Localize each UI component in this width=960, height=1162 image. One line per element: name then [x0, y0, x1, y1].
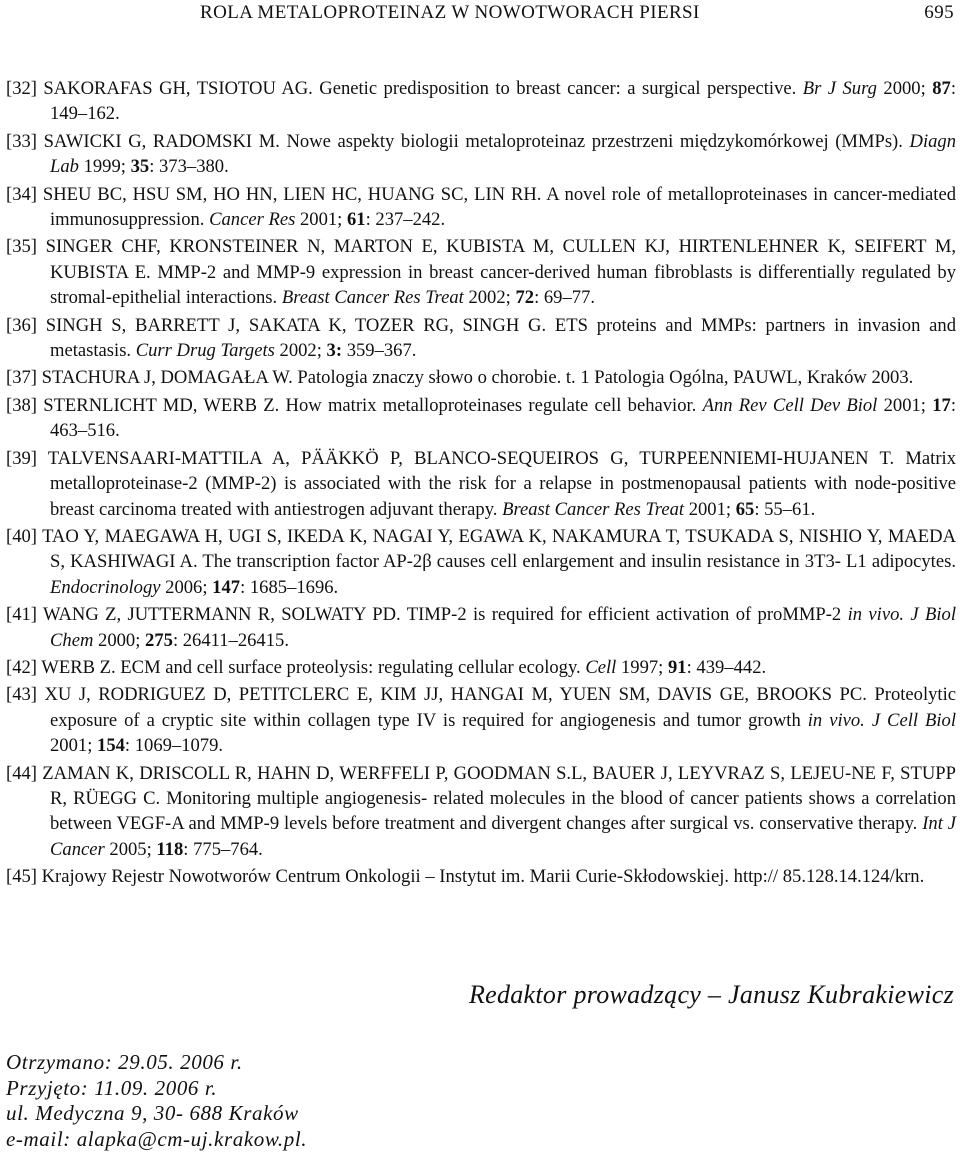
reference-italic-run: J Biol Chem: [50, 604, 956, 651]
reference-item: [6, 655, 956, 680]
reference-text: [41] WANG Z, JUTTERMANN R, SOLWATY PD. TIMP-2 is required for efficient activation of proMMP-2: [6, 604, 848, 626]
reference-text: 2006;: [160, 576, 213, 598]
reference-text: [35] SINGER CHF, KRONSTEINER N, MARTON E, KUBISTA M, CULLEN KJ, HIRTENLEHNER K, SEIFERT M, KUBISTA E. MMP-2 and MMP-9 expression in breast cancer-derived human fibroblasts is differentially regulated by stromal-epithelial interactions.: [6, 236, 956, 309]
reference-text: 2002;: [274, 340, 327, 362]
reference-text: [36] SINGH S, BARRETT J, SAKATA K, TOZER RG, SINGH G. ETS proteins and MMPs: partners in invasion and metastasis.: [6, 314, 956, 362]
reference-text: [45] Krajowy Rejestr Nowotworów Centrum Onkologii – Instytut im. Marii Curie-Skłodowskiej. http:// 85.128.14.124/krn.: [6, 866, 925, 888]
received-date: Otrzymano: 29.05. 2006 r.: [6, 1050, 243, 1074]
reference-text: 2000;: [93, 629, 146, 651]
reference-item: [6, 761, 956, 863]
reference-text: [37] STACHURA J, DOMAGAŁA W. Patologia znaczy słowo o chorobie. t. 1 Patologia Ogólna, PAUWL, Kraków 2003.: [6, 367, 914, 389]
reference-item: [6, 682, 956, 758]
reference-text: : 26411–26415.: [172, 629, 289, 651]
article-footer: [6, 1050, 307, 1152]
reference-text: : 1069–1079.: [124, 735, 224, 757]
reference-italic-run: Endocrinology: [50, 576, 161, 598]
running-header: [0, 0, 960, 28]
reference-text: [39] TALVENSAARI-MATTILA A, PÄÄKKÖ P, BLANCO-SEQUEIROS G, TURPEENNIEMI-HUJANEN T. Matrix metalloproteinase-2 (MMP-2) is associated with the risk for a relapse in postmenopausal patients with node-positive breast carcinoma treated with antiestrogen adjuvant therapy.: [6, 447, 956, 520]
reference-item: [6, 864, 956, 889]
reference-italic-run: in vivo.: [807, 709, 865, 731]
reference-item: [6, 446, 956, 522]
reference-text: : 69–77.: [534, 287, 596, 309]
editor-credit: Redaktor prowadzący – Janusz Kubrakiewicz: [468, 980, 954, 1009]
reference-volume: 35: [130, 156, 150, 178]
reference-item: [6, 313, 956, 364]
email-address: e-mail: alapka@cm-uj.krakow.pl.: [6, 1126, 308, 1151]
reference-volume: 154: [97, 735, 125, 757]
reference-text: [34] SHEU BC, HSU SM, HO HN, LIEN HC, HUANG SC, LIN RH. A novel role of metalloproteinases in cancer-mediated immunosuppression.: [6, 183, 956, 231]
reference-italic-run: Breast Cancer Res Treat: [281, 287, 464, 309]
reference-text: : 439–442.: [686, 656, 767, 678]
reference-text: 359–367.: [342, 340, 417, 362]
reference-italic-run: Cell: [585, 656, 617, 678]
reference-text: 2001;: [684, 498, 736, 520]
reference-italic-run: Diagn Lab: [50, 130, 956, 178]
reference-italic-run: Cancer Res: [209, 209, 296, 231]
running-title: ROLA METALOPROTEINAZ W NOWOTWORACH PIERSI: [200, 2, 700, 23]
reference-text: [32] SAKORAFAS GH, TSIOTOU AG. Genetic predisposition to breast cancer: a surgical perspective.: [6, 78, 803, 99]
reference-text: 2001;: [877, 394, 933, 416]
reference-text: 1999;: [78, 156, 131, 178]
reference-volume: 147: [212, 576, 241, 598]
reference-text: 2002;: [463, 287, 516, 309]
reference-volume: 72: [515, 287, 535, 309]
reference-text: 2000;: [876, 78, 933, 99]
reference-text: : 775–764.: [183, 838, 263, 860]
reference-item: [6, 365, 956, 390]
reference-text: : 463–516.: [50, 394, 956, 442]
reference-volume: 118: [156, 838, 184, 860]
reference-text: : 1685–1696.: [240, 576, 339, 598]
reference-text: [44] ZAMAN K, DRISCOLL R, HAHN D, WERFFELI P, GOODMAN S.L, BAUER J, LEYVRAZ S, LEJEU-NE F, STUPP R, RÜEGG C. Monitoring multiple angiogenesis- related molecules in the blood of cancer patients shows a correlation between VEGF-A and MMP-9 levels before treatment and divergent changes after surgical vs. conservative therapy.: [6, 762, 956, 835]
postal-address: ul. Medyczna 9, 30- 688 Kraków: [6, 1101, 299, 1125]
reference-item: [6, 524, 956, 600]
reference-italic-run: Ann Rev Cell Dev Biol: [702, 394, 878, 416]
reference-text: [40] TAO Y, MAEGAWA H, UGI S, IKEDA K, NAGAI Y, EGAWA K, NAKAMURA T, TSUKADA S, NISHIO Y, MAEDA S, KASHIWAGI A. The transcription factor AP-2β causes cell enlargement and insulin resistance in 3T3- L1 adipocytes.: [6, 525, 956, 573]
reference-italic-run: in vivo.: [847, 604, 905, 626]
reference-volume: 91: [668, 656, 687, 678]
reference-text: [43] XU J, RODRIGUEZ D, PETITCLERC E, KIM JJ, HANGAI M, YUEN SM, DAVIS GE, BROOKS PC. Proteolytic exposure of a cryptic site within collagen type IV is required for angiogenesis and tumor growth: [6, 684, 956, 731]
accepted-date: Przyjęto: 11.09. 2006 r.: [6, 1075, 218, 1100]
reference-volume: 3:: [326, 340, 343, 362]
reference-italic-run: J Cell Biol: [871, 709, 956, 731]
page-number: 695: [924, 2, 954, 23]
reference-text: : 55–61.: [754, 498, 816, 520]
reference-volume: 87: [932, 78, 951, 99]
reference-text: : 149–162.: [50, 78, 956, 125]
reference-text: : 373–380.: [149, 156, 229, 178]
reference-italic-run: Br J Surg: [802, 78, 877, 99]
reference-volume: 61: [346, 209, 366, 231]
reference-item: [6, 129, 956, 180]
reference-text: 2001;: [295, 209, 347, 231]
reference-volume: 65: [735, 498, 755, 520]
reference-italic-run: Curr Drug Targets: [135, 340, 275, 362]
reference-item: [6, 393, 956, 444]
reference-text: 2001;: [50, 735, 98, 757]
reference-text: 1997;: [616, 656, 668, 678]
reference-item: [6, 76, 956, 127]
reference-item: [6, 182, 956, 233]
reference-text: [38] STERNLICHT MD, WERB Z. How matrix metalloproteinases regulate cell behavior.: [6, 394, 703, 416]
reference-text: [865, 710, 872, 731]
reference-item: [6, 234, 956, 310]
reference-list: [6, 76, 956, 892]
reference-item: [6, 602, 956, 653]
reference-italic-run: Int J Cancer: [50, 813, 957, 860]
reference-text: [33] SAWICKI G, RADOMSKI M. Nowe aspekty biologii metaloproteinaz przestrzeni międzykomórkowej (MMPs).: [6, 130, 910, 152]
reference-volume: 17: [932, 394, 951, 416]
reference-italic-run: Breast Cancer Res Treat: [502, 498, 685, 520]
reference-text: : 237–242.: [365, 209, 446, 231]
reference-volume: 275: [145, 629, 173, 651]
reference-text: 2005;: [104, 838, 157, 860]
reference-text: [42] WERB Z. ECM and cell surface proteolysis: regulating cellular ecology.: [6, 656, 586, 678]
